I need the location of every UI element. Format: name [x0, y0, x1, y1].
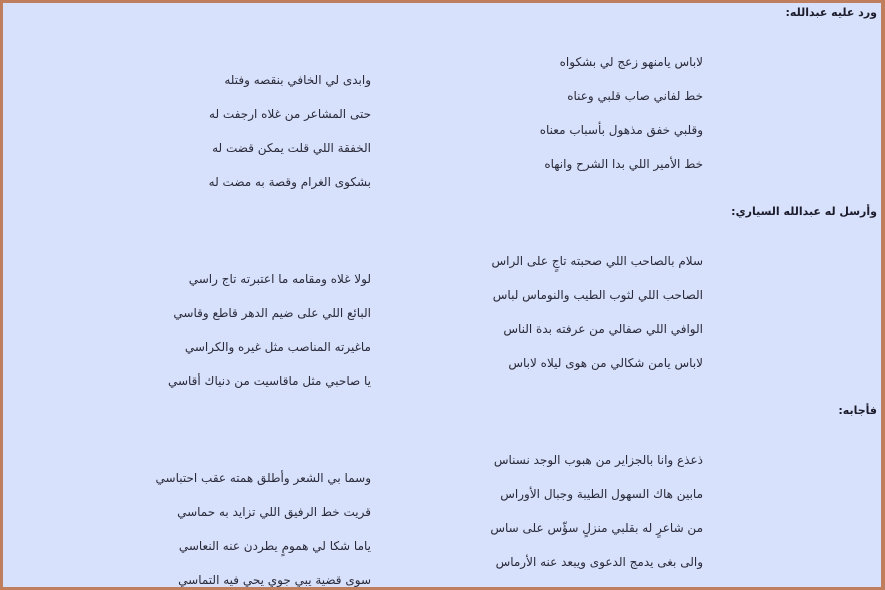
section-3-verse-right-4: والى بغى يدمج الدعوى ويبعد عنه الأرماس — [495, 555, 703, 569]
section-2-verse-left-2: البائع اللي على ضيم الدهر قاطع وقاسي — [173, 306, 371, 320]
section-1-verse-left-4: بشكوى الغرام وقصة به مضت له — [208, 175, 371, 189]
section-1-verse-left-1: وابدى لي الخافي بنقصه وفتله — [224, 73, 371, 87]
section-1-verse-right-2: خط لفاني صاب قلبي وعناه — [567, 89, 703, 103]
section-3-verse-left-3: ياما شكا لي همومٍ يطردن عنه النعاسي — [178, 539, 371, 553]
section-3-verse-left-1: وسما بي الشعر وأطلق همته عقب احتباسي — [155, 471, 371, 485]
section-1-verse-left-2: حتى المشاعر من غلاه ارجفت له — [209, 107, 371, 121]
section-2-verse-right-4: لاباس يامن شكالي من هوى ليلاه لاباس — [508, 356, 703, 370]
section-2-verse-right-2: الصاحب اللي لثوب الطيب والنوماس لباس — [492, 288, 703, 302]
section-2-verse-left-1: لولا غلاه ومقامه ما اعتبرته تاج راسي — [188, 272, 371, 286]
section-1-verse-right-3: وقلبي خفق مذهول بأسباب معناه — [539, 123, 703, 137]
section-3-verse-left-2: قريت خط الرفيق اللي تزايد به حماسي — [177, 505, 371, 519]
section-3-verse-right-2: مابين هاك السهول الطيبة وجبال الأوراس — [500, 487, 703, 501]
section-2-verse-right-1: سلام بالصاحب اللي صحبته تاجٍ على الراس — [491, 254, 703, 268]
section-3-verse-right-3: من شاعرٍ له بقلبي منزلٍ سؤّس على ساس — [490, 521, 703, 535]
section-2-heading: وأرسل له عبدالله السياري: — [731, 205, 877, 218]
section-1-verse-right-1: لاباس يامنهو زعج لي بشكواه — [559, 55, 703, 69]
section-2-verse-left-3: ماغيرته المناصب مثل غيره والكراسي — [184, 340, 371, 354]
section-1-heading: ورد عليه عبدالله: — [785, 6, 877, 19]
section-3-heading: فأجابه: — [838, 404, 877, 417]
section-1-verse-right-4: خط الأمير اللي بدا الشرح وانهاه — [544, 157, 703, 171]
section-2-verse-left-4: يا صاحبي مثل ماقاسيت من دنياك أقاسي — [167, 374, 371, 388]
section-3-verse-right-1: ذعذع وانا بالجزاير من هبوب الوجد نسناس — [493, 453, 703, 467]
section-2-verse-right-3: الوافي اللي صفالي من عرفته بدة الناس — [503, 322, 703, 336]
section-1-verse-left-3: الخفقة اللي قلت يمكن قضت له — [212, 141, 371, 155]
section-3-verse-left-4: سوى قضية يبي جوي يحي فيه التماسي — [178, 573, 371, 587]
document-page — [3, 3, 881, 587]
